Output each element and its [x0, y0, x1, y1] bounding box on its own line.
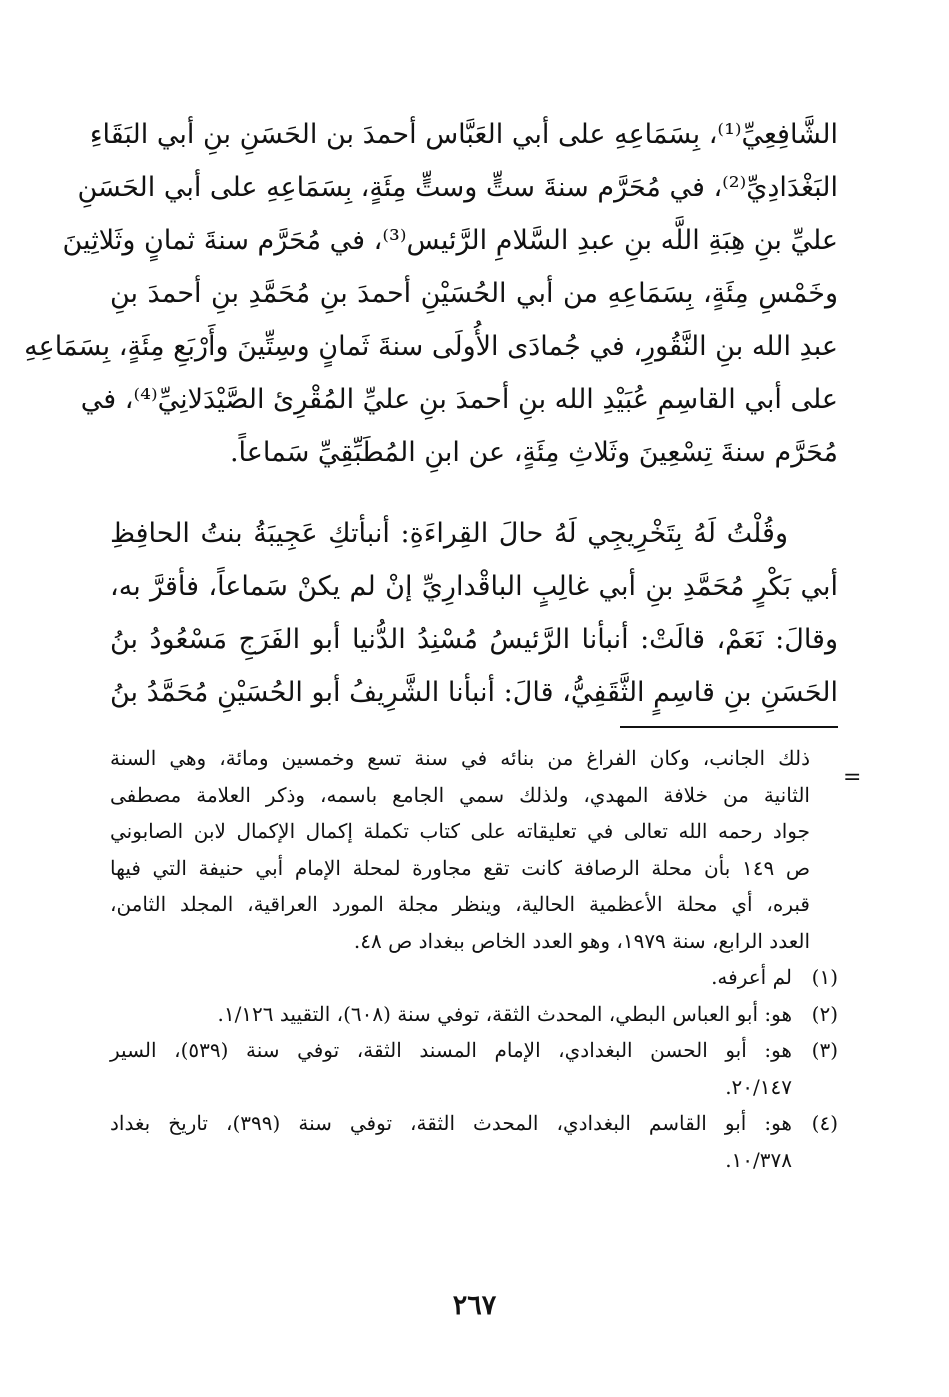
- paragraph-1: [24, 108, 838, 479]
- footnote-4: [110, 1105, 838, 1178]
- text-line: الحَسَنِ بنِ قاسِمٍ الثَّقَفِيُّ، قالَ: أنبأنا الشَّرِيفُ أبو الحُسَيْنِ مُحَمَّدُ بنُ: [110, 677, 838, 708]
- text-line: الشَّافِعِيِّ⁽¹⁾، بِسَمَاعِهِ على أبي العَبَّاس أحمدَ بن الحَسَنِ بنِ أبي البَقَاءِ: [89, 119, 838, 150]
- text-line: مُحَرَّم سنةَ تِسْعِينَ وثَلاثِ مِئَةٍ، عن ابنِ المُطَبِّقِيِّ سَماعاً.: [229, 437, 838, 468]
- main-text-block: [24, 108, 838, 719]
- footnote-line: ٢٠/١٤٧.: [725, 1074, 792, 1099]
- footnote-body: [110, 959, 792, 996]
- text-line: على أبي القاسِمِ عُبَيْدِ الله بنِ أحمدَ بنِ عليِّ المُقْرِئ الصَّيْدَلانِيِّ⁽⁴⁾، في: [80, 384, 838, 415]
- footnote-line: هو: أبو الحسن البغدادي، الإمام المسند الثقة، توفي سنة (٥٣٩)، السير: [110, 1038, 792, 1062]
- footnote-line: العدد الرابع، سنة ١٩٧٩، وهو العدد الخاص ببغداد ص ٤٨.: [353, 928, 810, 953]
- text-line: وقُلْتُ لَهُ بِتَخْرِيجِي لَهُ حالَ القِراءَةِ: أنبأتكِ عَجِيبَةُ بنتُ الحافِظِ: [110, 518, 788, 549]
- footnote-continuation-mark: =: [843, 765, 862, 790]
- footnote-number: (٢): [811, 1001, 838, 1026]
- text-line: وخَمْسِ مِئَةٍ، بِسَمَاعِهِ من أبي الحُسَيْنِ أحمدَ بنِ مُحَمَّدِ بنِ أحمدَ بنِ: [110, 278, 838, 309]
- text-line: عبدِ الله بنِ النَّقُورِ، في جُمادَى الأُولَى سنةَ ثَمانٍ وسِتِّينَ وأَرْبَعِ مِئَةٍ، بِسَمَاعِهِ: [24, 331, 838, 362]
- footnote-line: هو: أبو القاسم البغدادي، المحدث الثقة، توفي سنة (٣٩٩)، تاريخ بغداد: [110, 1111, 792, 1135]
- footnote-number: (٣): [811, 1038, 838, 1062]
- footnote-line: ذلك الجانب، وكان الفراغ من بنائه في سنة تسع وخمسين ومائة، وهي السنة: [110, 746, 810, 770]
- footnote-line: ص ١٤٩ بأن محلة الرصافة كانت تقع مجاورة لمحلة الإمام أبي حنيفة التي فيها: [110, 855, 810, 880]
- footnotes-block: [110, 740, 838, 1178]
- footnote-2: [110, 996, 838, 1033]
- text-line: أبي بَكْرٍ مُحَمَّدِ بنِ أبي غالِبٍ الباقْدارِيِّ إنْ لم يكنْ سَماعاً، فأقرَّ به،: [110, 571, 838, 602]
- text-line: البَغْدَادِيِّ⁽²⁾، في مُحَرَّم سنةَ ستٍّ وستٍّ مِئَةٍ، بِسَمَاعِهِ على أبي الحَسَنِ: [77, 172, 838, 203]
- footnote-number: (٤): [811, 1111, 838, 1135]
- text-line: عليِّ بنِ هِبَةِ اللَّه بنِ عبدِ السَّلامِ الرَّئيس⁽³⁾، في مُحَرَّم سنةَ ثمانٍ وثَلاثِينَ: [62, 225, 838, 256]
- text-line: وقالَ: نَعَمْ، قالَتْ: أنبأنا الرَّئيسُ مُسْنِدُ الدُّنيا أبو الفَرَجِ مَسْعُودُ بنُ: [110, 624, 838, 655]
- footnote-body: [110, 996, 792, 1033]
- footnote-line: لم أعرفه.: [711, 965, 792, 989]
- footnote-number: (١): [811, 965, 838, 989]
- footnote-body: [110, 1032, 792, 1105]
- footnote-line: ١٠/٣٧٨.: [725, 1147, 792, 1172]
- footnote-line: هو: أبو العباس البطي، المحدث الثقة، توفي سنة (٦٠٨)، التقييد ١/١٢٦.: [217, 1001, 792, 1026]
- footnote-separator-rule: [620, 726, 838, 728]
- footnote-3: [110, 1032, 838, 1105]
- footnote-line: جواد رحمه الله تعالى في تعليقاته على كتاب تكملة إكمال الإكمال لابن الصابوني: [110, 819, 810, 843]
- footnote-body: [110, 1105, 792, 1178]
- paragraph-gap: [110, 479, 838, 507]
- footnote-line: قبره، أي محلة الأعظمية الحالية، وينظر مجلة المورد العراقية، المجلد الثامن،: [110, 892, 810, 916]
- footnote-line: الثانية من خلافة المهدي، ولذلك سمي الجامع باسمه، وذكر العلامة مصطفى: [110, 782, 810, 807]
- page-number: ٢٦٧: [452, 1290, 497, 1321]
- footnote-1: [110, 959, 838, 996]
- footnote-continuation: [110, 740, 838, 959]
- paragraph-2: [110, 507, 838, 719]
